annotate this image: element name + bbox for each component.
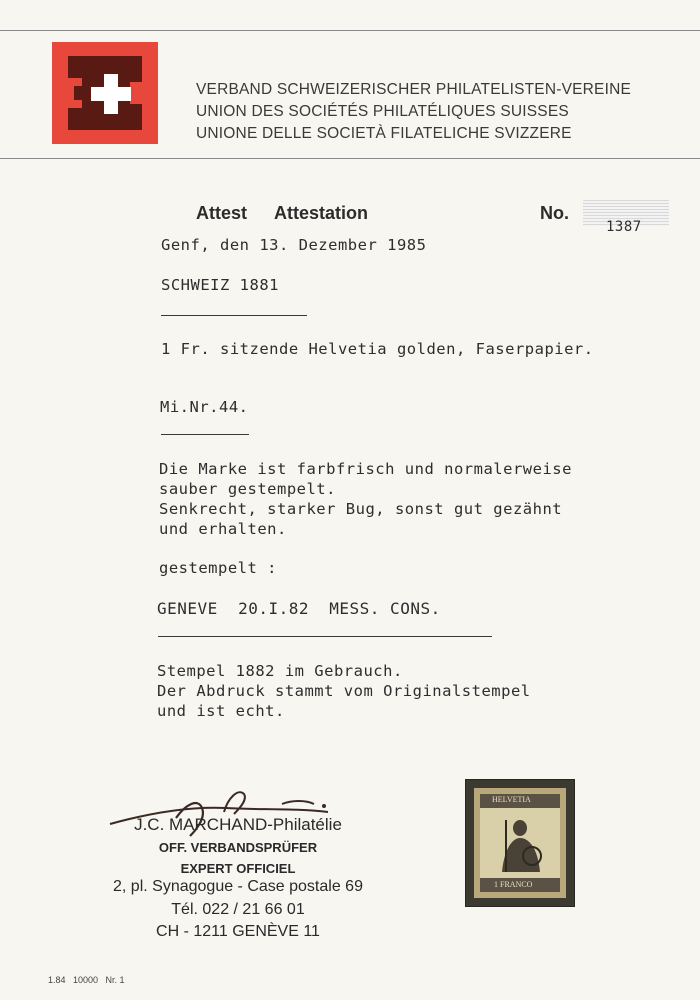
stamp-description: 1 Fr. sitzende Helvetia golden, Faserpapier. — [161, 340, 594, 358]
postmark-line-3: und ist echt. — [157, 702, 285, 720]
association-logo — [52, 42, 158, 144]
separator-3 — [158, 636, 492, 637]
condition-line-3: Senkrecht, starker Bug, sonst gut gezähnt — [159, 500, 563, 518]
expert-title-fr: EXPERT OFFICIEL — [180, 861, 296, 876]
stamp-photo — [466, 780, 574, 906]
country-year: SCHWEIZ 1881 — [161, 276, 279, 294]
separator-2 — [161, 434, 249, 435]
title-attest: Attest — [196, 203, 248, 223]
organization-name-it: UNIONE DELLE SOCIETÀ FILATELICHE SVIZZERE — [196, 125, 572, 142]
organization-name-de: VERBAND SCHWEIZERISCHER PHILATELISTEN-VEREINE — [196, 81, 632, 98]
swiss-cross-logo-icon — [52, 42, 158, 144]
expert-title-de: OFF. VERBANDSPRÜFER — [158, 840, 318, 855]
expert-phone: Tél. 022 / 21 66 01 — [171, 901, 305, 918]
certificate-number: 1387 — [606, 219, 642, 235]
condition-line-2: sauber gestempelt. — [159, 480, 336, 498]
cancel-label: gestempelt : — [159, 559, 277, 577]
condition-line-1: Die Marke ist farbfrisch und normalerweise — [159, 460, 572, 478]
organization-name-fr: UNION DES SOCIÉTÉS PHILATÉLIQUES SUISSES — [196, 103, 569, 120]
title-attestation: Attestation — [274, 203, 368, 223]
stamp-bottom-text: 1 FRANCO — [494, 880, 533, 889]
certificate-number-label: No. — [540, 203, 569, 223]
separator-1 — [161, 315, 307, 316]
print-code: 1.84 10000 Nr. 1 — [48, 975, 125, 985]
expert-city: CH - 1211 GENÈVE 11 — [156, 923, 320, 940]
condition-line-4: und erhalten. — [159, 520, 287, 538]
catalogue-number: Mi.Nr.44. — [160, 398, 249, 416]
top-border-line — [0, 30, 700, 31]
expert-address: 2, pl. Synagogue - Case postale 69 — [113, 878, 363, 895]
cancel-text: GENEVE 20.I.82 MESS. CONS. — [157, 599, 441, 618]
expert-name: J.C. MARCHAND-Philatélie — [134, 815, 342, 834]
header-divider — [0, 158, 700, 159]
postmark-line-1: Stempel 1882 im Gebrauch. — [157, 662, 403, 680]
postmark-line-2: Der Abdruck stammt vom Originalstempel — [157, 682, 531, 700]
stamp-top-text: HELVETIA — [492, 795, 531, 804]
place-date: Genf, den 13. Dezember 1985 — [161, 236, 427, 254]
